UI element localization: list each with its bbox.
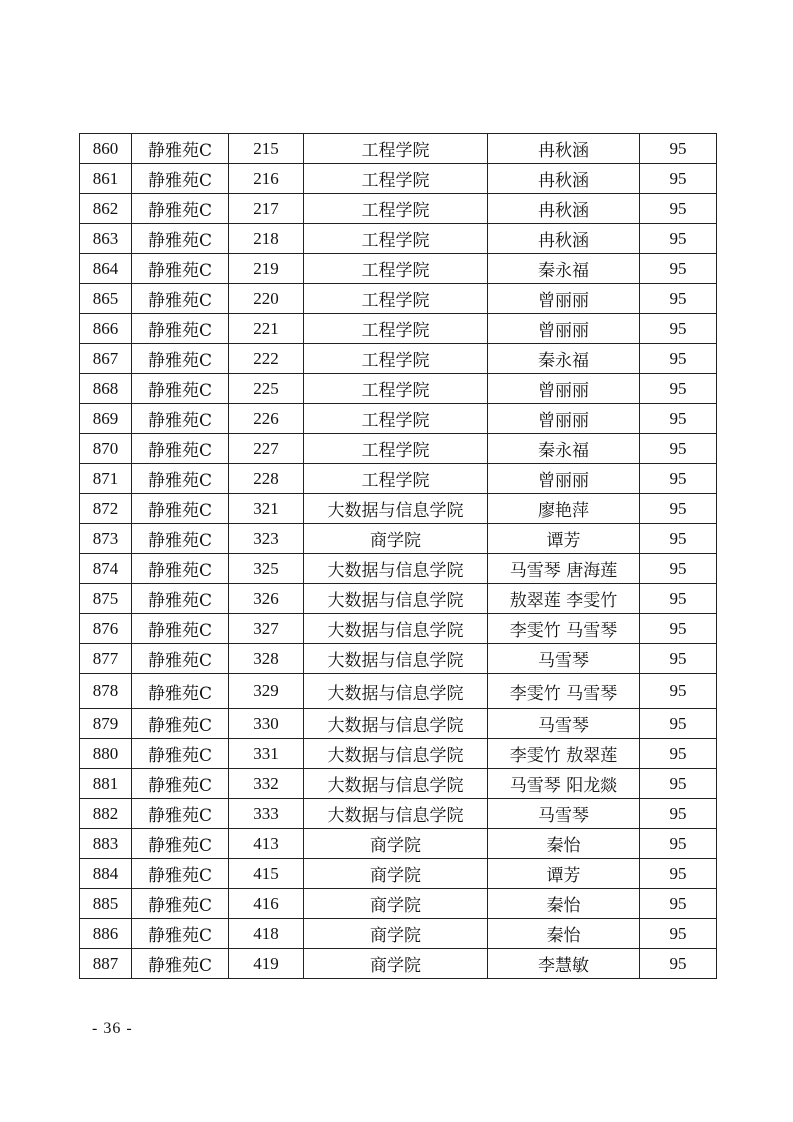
row-number: 880 xyxy=(80,739,132,769)
table-row xyxy=(80,554,717,584)
building-name: 静雅苑C xyxy=(132,889,229,919)
row-number: 860 xyxy=(80,134,132,164)
row-number: 864 xyxy=(80,254,132,284)
staff-names: 谭芳 xyxy=(488,524,640,554)
room-number: 332 xyxy=(229,769,304,799)
table-row xyxy=(80,524,717,554)
room-number: 327 xyxy=(229,614,304,644)
score-value: 95 xyxy=(640,829,717,859)
building-name: 静雅苑C xyxy=(132,284,229,314)
room-number: 215 xyxy=(229,134,304,164)
room-number: 225 xyxy=(229,374,304,404)
table-row xyxy=(80,344,717,374)
score-value: 95 xyxy=(640,584,717,614)
room-number: 219 xyxy=(229,254,304,284)
building-name: 静雅苑C xyxy=(132,494,229,524)
row-number: 875 xyxy=(80,584,132,614)
score-value: 95 xyxy=(640,919,717,949)
room-number: 329 xyxy=(229,674,304,709)
table-row xyxy=(80,889,717,919)
table-row xyxy=(80,829,717,859)
room-number: 419 xyxy=(229,949,304,979)
row-number: 879 xyxy=(80,709,132,739)
room-number: 415 xyxy=(229,859,304,889)
college-name: 商学院 xyxy=(304,889,488,919)
table-row xyxy=(80,769,717,799)
table-row xyxy=(80,164,717,194)
score-value: 95 xyxy=(640,284,717,314)
room-number: 413 xyxy=(229,829,304,859)
score-value: 95 xyxy=(640,799,717,829)
staff-names: 秦永福 xyxy=(488,434,640,464)
table-row xyxy=(80,494,717,524)
room-number: 330 xyxy=(229,709,304,739)
college-name: 商学院 xyxy=(304,859,488,889)
table-row xyxy=(80,224,717,254)
building-name: 静雅苑C xyxy=(132,769,229,799)
dormitory-score-table xyxy=(79,133,717,979)
score-value: 95 xyxy=(640,374,717,404)
staff-names: 秦怡 xyxy=(488,889,640,919)
staff-names: 曾丽丽 xyxy=(488,314,640,344)
score-value: 95 xyxy=(640,859,717,889)
row-number: 884 xyxy=(80,859,132,889)
staff-names: 曾丽丽 xyxy=(488,284,640,314)
table-row xyxy=(80,709,717,739)
room-number: 323 xyxy=(229,524,304,554)
staff-names: 秦永福 xyxy=(488,254,640,284)
table-row xyxy=(80,674,717,709)
row-number: 861 xyxy=(80,164,132,194)
college-name: 工程学院 xyxy=(304,464,488,494)
college-name: 工程学院 xyxy=(304,164,488,194)
row-number: 885 xyxy=(80,889,132,919)
room-number: 326 xyxy=(229,584,304,614)
college-name: 大数据与信息学院 xyxy=(304,674,488,709)
score-value: 95 xyxy=(640,709,717,739)
college-name: 商学院 xyxy=(304,524,488,554)
row-number: 863 xyxy=(80,224,132,254)
room-number: 218 xyxy=(229,224,304,254)
table-row xyxy=(80,134,717,164)
building-name: 静雅苑C xyxy=(132,134,229,164)
room-number: 217 xyxy=(229,194,304,224)
building-name: 静雅苑C xyxy=(132,829,229,859)
row-number: 868 xyxy=(80,374,132,404)
table-row xyxy=(80,614,717,644)
building-name: 静雅苑C xyxy=(132,374,229,404)
staff-names: 廖艳萍 xyxy=(488,494,640,524)
college-name: 工程学院 xyxy=(304,224,488,254)
score-value: 95 xyxy=(640,134,717,164)
table-row xyxy=(80,314,717,344)
score-value: 95 xyxy=(640,769,717,799)
row-number: 862 xyxy=(80,194,132,224)
staff-names: 马雪琴 xyxy=(488,799,640,829)
building-name: 静雅苑C xyxy=(132,254,229,284)
row-number: 869 xyxy=(80,404,132,434)
staff-names: 曾丽丽 xyxy=(488,464,640,494)
score-value: 95 xyxy=(640,404,717,434)
building-name: 静雅苑C xyxy=(132,614,229,644)
building-name: 静雅苑C xyxy=(132,644,229,674)
room-number: 221 xyxy=(229,314,304,344)
staff-names: 马雪琴 xyxy=(488,709,640,739)
college-name: 大数据与信息学院 xyxy=(304,799,488,829)
building-name: 静雅苑C xyxy=(132,344,229,374)
college-name: 工程学院 xyxy=(304,254,488,284)
row-number: 874 xyxy=(80,554,132,584)
room-number: 418 xyxy=(229,919,304,949)
building-name: 静雅苑C xyxy=(132,404,229,434)
row-number: 871 xyxy=(80,464,132,494)
college-name: 工程学院 xyxy=(304,374,488,404)
row-number: 867 xyxy=(80,344,132,374)
row-number: 870 xyxy=(80,434,132,464)
row-number: 882 xyxy=(80,799,132,829)
college-name: 商学院 xyxy=(304,829,488,859)
score-value: 95 xyxy=(640,524,717,554)
table-row xyxy=(80,919,717,949)
room-number: 227 xyxy=(229,434,304,464)
building-name: 静雅苑C xyxy=(132,314,229,344)
row-number: 865 xyxy=(80,284,132,314)
college-name: 工程学院 xyxy=(304,284,488,314)
staff-names: 李雯竹 马雪琴 xyxy=(488,674,640,709)
college-name: 工程学院 xyxy=(304,194,488,224)
staff-names: 李雯竹 敖翠莲 xyxy=(488,739,640,769)
building-name: 静雅苑C xyxy=(132,739,229,769)
building-name: 静雅苑C xyxy=(132,464,229,494)
staff-names: 马雪琴 阳龙燚 xyxy=(488,769,640,799)
table-row xyxy=(80,644,717,674)
college-name: 商学院 xyxy=(304,949,488,979)
room-number: 222 xyxy=(229,344,304,374)
building-name: 静雅苑C xyxy=(132,524,229,554)
staff-names: 马雪琴 唐海莲 xyxy=(488,554,640,584)
staff-names: 冉秋涵 xyxy=(488,194,640,224)
table-row xyxy=(80,799,717,829)
row-number: 883 xyxy=(80,829,132,859)
row-number: 881 xyxy=(80,769,132,799)
college-name: 工程学院 xyxy=(304,134,488,164)
room-number: 331 xyxy=(229,739,304,769)
room-number: 220 xyxy=(229,284,304,314)
building-name: 静雅苑C xyxy=(132,224,229,254)
table-row xyxy=(80,284,717,314)
table-row xyxy=(80,254,717,284)
table-row xyxy=(80,464,717,494)
score-value: 95 xyxy=(640,494,717,524)
row-number: 876 xyxy=(80,614,132,644)
building-name: 静雅苑C xyxy=(132,799,229,829)
table-row xyxy=(80,194,717,224)
score-value: 95 xyxy=(640,224,717,254)
room-number: 416 xyxy=(229,889,304,919)
table-row xyxy=(80,434,717,464)
staff-names: 秦永福 xyxy=(488,344,640,374)
staff-names: 李慧敏 xyxy=(488,949,640,979)
building-name: 静雅苑C xyxy=(132,554,229,584)
score-value: 95 xyxy=(640,554,717,584)
building-name: 静雅苑C xyxy=(132,194,229,224)
score-value: 95 xyxy=(640,254,717,284)
building-name: 静雅苑C xyxy=(132,949,229,979)
score-value: 95 xyxy=(640,889,717,919)
college-name: 大数据与信息学院 xyxy=(304,709,488,739)
room-number: 226 xyxy=(229,404,304,434)
room-number: 321 xyxy=(229,494,304,524)
score-value: 95 xyxy=(640,434,717,464)
college-name: 工程学院 xyxy=(304,434,488,464)
building-name: 静雅苑C xyxy=(132,859,229,889)
table-row xyxy=(80,739,717,769)
score-value: 95 xyxy=(640,739,717,769)
college-name: 大数据与信息学院 xyxy=(304,644,488,674)
table-row xyxy=(80,949,717,979)
row-number: 878 xyxy=(80,674,132,709)
college-name: 大数据与信息学院 xyxy=(304,614,488,644)
college-name: 大数据与信息学院 xyxy=(304,584,488,614)
room-number: 328 xyxy=(229,644,304,674)
table-row xyxy=(80,584,717,614)
room-number: 325 xyxy=(229,554,304,584)
row-number: 866 xyxy=(80,314,132,344)
college-name: 大数据与信息学院 xyxy=(304,494,488,524)
building-name: 静雅苑C xyxy=(132,434,229,464)
table-row xyxy=(80,374,717,404)
staff-names: 冉秋涵 xyxy=(488,224,640,254)
score-value: 95 xyxy=(640,949,717,979)
row-number: 873 xyxy=(80,524,132,554)
table-row xyxy=(80,859,717,889)
staff-names: 曾丽丽 xyxy=(488,404,640,434)
staff-names: 冉秋涵 xyxy=(488,164,640,194)
row-number: 872 xyxy=(80,494,132,524)
building-name: 静雅苑C xyxy=(132,674,229,709)
staff-names: 秦怡 xyxy=(488,919,640,949)
room-number: 216 xyxy=(229,164,304,194)
building-name: 静雅苑C xyxy=(132,709,229,739)
college-name: 工程学院 xyxy=(304,344,488,374)
table-row xyxy=(80,404,717,434)
page-number: - 36 - xyxy=(92,1020,133,1037)
row-number: 887 xyxy=(80,949,132,979)
score-value: 95 xyxy=(640,674,717,709)
college-name: 大数据与信息学院 xyxy=(304,739,488,769)
college-name: 大数据与信息学院 xyxy=(304,769,488,799)
college-name: 工程学院 xyxy=(304,404,488,434)
score-value: 95 xyxy=(640,614,717,644)
staff-names: 冉秋涵 xyxy=(488,134,640,164)
room-number: 228 xyxy=(229,464,304,494)
staff-names: 李雯竹 马雪琴 xyxy=(488,614,640,644)
score-value: 95 xyxy=(640,164,717,194)
college-name: 大数据与信息学院 xyxy=(304,554,488,584)
building-name: 静雅苑C xyxy=(132,584,229,614)
score-value: 95 xyxy=(640,194,717,224)
staff-names: 敖翠莲 李雯竹 xyxy=(488,584,640,614)
staff-names: 曾丽丽 xyxy=(488,374,640,404)
college-name: 商学院 xyxy=(304,919,488,949)
table-body xyxy=(80,134,717,979)
score-value: 95 xyxy=(640,644,717,674)
row-number: 877 xyxy=(80,644,132,674)
score-value: 95 xyxy=(640,464,717,494)
score-value: 95 xyxy=(640,314,717,344)
row-number: 886 xyxy=(80,919,132,949)
college-name: 工程学院 xyxy=(304,314,488,344)
staff-names: 马雪琴 xyxy=(488,644,640,674)
staff-names: 谭芳 xyxy=(488,859,640,889)
staff-names: 秦怡 xyxy=(488,829,640,859)
building-name: 静雅苑C xyxy=(132,164,229,194)
score-value: 95 xyxy=(640,344,717,374)
room-number: 333 xyxy=(229,799,304,829)
building-name: 静雅苑C xyxy=(132,919,229,949)
